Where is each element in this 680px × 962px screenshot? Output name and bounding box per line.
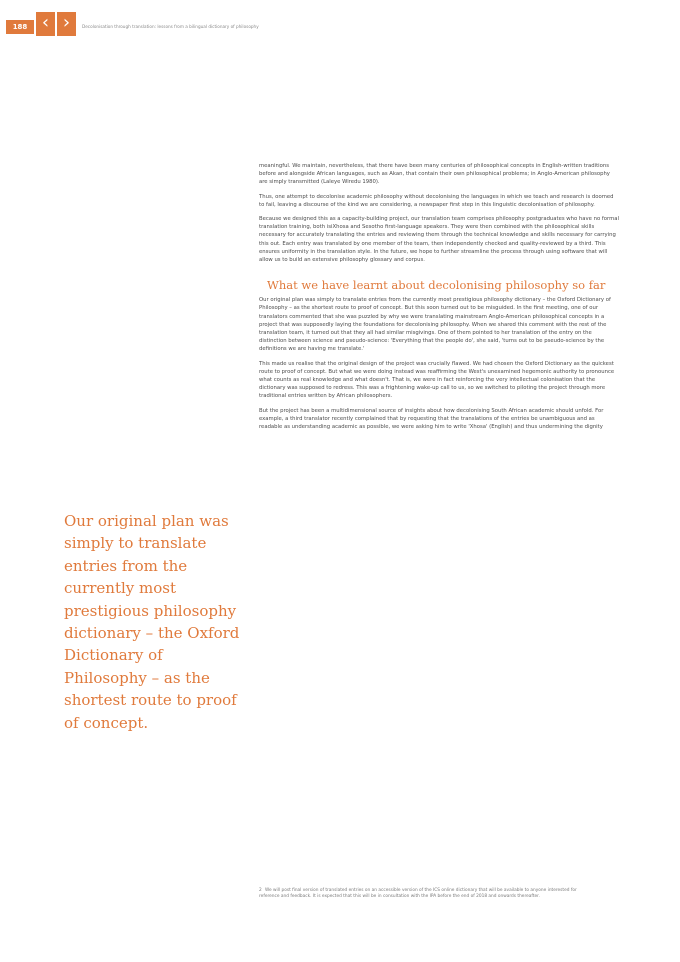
paragraph: Our original plan was simply to translate entries from the currently most prestigious philosophy dictionary – the Oxford Dictionary of Philosophy – as the shortest route to proof of concept. But this soon turned out to be misguided. In the first meeting, one of our translators commented that she was puzzled by why we were translating mainstream Anglo-American philosophical concepts in a project that was supposedly laying the foundations for decolonising philosophy. When we shared this comment with the rest of the translation team, it turned out that they all had similar misgivings. One of them pointed to her translation of the entry on the distinction between science and pseudo-science: 'Everything that the people do', she said, 'turns out to be pseudo-science by the definitions we are having me translate.' xyxy=(259,297,611,353)
paragraph: Thus, one attempt to decolonise academic philosophy without decolonising the languages in which we teach and research is doomed to fail, leaving a discourse of the kind we are considering, a newspaper first step in this linguistic decolonisation of philosophy. xyxy=(259,193,614,208)
next-page-button[interactable] xyxy=(57,12,76,36)
paragraph: Because we designed this as a capacity-building project, our translation team comprises philosophy postgraduates who have no formal translation training, both isiXhosa and Sesotho first-language speakers. They were then combined with the philosophical skills necessary for accurately translating the entries and reviewing them through the technical knowledge and skills necessary for carrying this out. Each entry was translated by one member of the team, then independently checked and quality-reviewed by a third. This ensures uniformity in the translation style. In the future, we hope to further streamline the process through using software that will allow us to build an extensive philosophy glossary and corpus. xyxy=(259,216,619,264)
section-heading: What we have learnt about decolonising philosophy so far xyxy=(267,278,606,293)
pull-quote: Our original plan was simply to translate entries from the currently most prestigious philosophy dictionary – the Oxford Dictionary of Philosophy – as the shortest route to proof of concept. xyxy=(64,512,240,732)
page-number: 188 xyxy=(6,20,34,34)
body-text xyxy=(259,162,619,437)
running-head: Decolonisation through translation: lessons from a bilingual dictionary of philosophy xyxy=(82,24,259,29)
paragraph: meaningful. We maintain, nevertheless, that there have been many centuries of philosophical concepts in English-written traditions before and alongside African languages, such as Akan, that contain their own philosophical problems; in Anglo-American philosophy are simply transmitted (Laleye Wiredu 1980). xyxy=(259,163,610,186)
footnote xyxy=(259,888,595,900)
paragraph: This made us realise that the original design of the project was crucially flawed. We had chosen the Oxford Dictionary as the quickest route to proof of concept. But what we were doing instead was reaffirming the West's unexamined hegemonic authority to pronounce what counts as real knowledge and what doesn't. That is, we were in fact reinforcing the very intellectual colonisation that the dictionary was supposed to redress. This was a frightening wake-up call to us, so we switched to piloting the project through more traditional entries written by African philosophers. xyxy=(259,360,615,400)
previous-page-button[interactable] xyxy=(36,12,55,36)
page-header xyxy=(0,0,680,40)
chevron-right-icon: › xyxy=(62,12,71,33)
footnote-marker: 2 xyxy=(259,888,262,893)
chevron-left-icon: ‹ xyxy=(41,12,50,33)
paragraph: But the project has been a multidimensional source of insights about how decolonising South African academic should unfold. For example, a third translator recently complained that by requesting that the translations of the entries be unambiguous and as readable as understanding academic as possible, we were asking him to write 'Xhosa' (English) and thus undermining the dignity xyxy=(259,407,604,431)
footnote-text: We will post final version of translated entries on an accessible version of the ICS online dictionary that will be available to anyone interested for reference and feedback. It is expected that this will be in consultation with the IPA before the end of 2018 and onwards thereafter. xyxy=(259,888,577,900)
